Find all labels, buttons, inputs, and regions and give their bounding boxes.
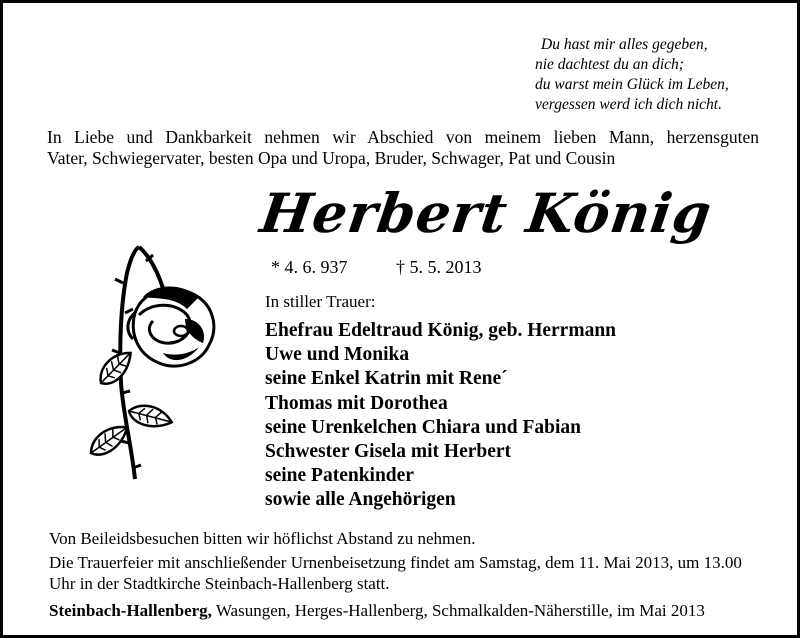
intro-line-1: In Liebe und Dankbarkeit nehmen wir Abschied von meinem lieben Mann, herzensguten: [47, 127, 759, 147]
mourner-entry: sowie alle Angehörigen: [265, 489, 456, 511]
mourning-label: In stiller Trauer:: [265, 292, 376, 311]
place-bold: Steinbach-Hallenberg,: [49, 601, 212, 620]
places-and-date: [49, 600, 705, 621]
poem-line: Du hast mir alles gegeben,: [541, 36, 708, 53]
service-note: Die Trauerfeier mit anschließender Urnenbeisetzung findet am Samstag, dem 11. Mai 2013, um 13.00 Uhr in der Stadtkirche Steinbach-Hallenberg statt.: [49, 553, 742, 593]
poem-line: du warst mein Glück im Leben,: [535, 76, 729, 93]
condolence-note: Von Beileidsbesuchen bitten wir höflichst Abstand zu nehmen.: [49, 529, 476, 548]
mourner-entry: Schwester Gisela mit Herbert: [265, 441, 512, 463]
deceased-name: Herbert König: [256, 181, 716, 245]
life-dates: [271, 257, 482, 278]
poem: [535, 35, 729, 115]
mourner-entry: Uwe und Monika: [265, 344, 410, 366]
place-rest: Wasungen, Herges-Hallenberg, Schmalkalden-Näherstille, im Mai 2013: [211, 601, 705, 620]
rose-icon: [73, 243, 233, 483]
mourner-entry: Thomas mit Dorothea: [265, 392, 448, 414]
birth-date: * 4. 6. 937: [271, 257, 348, 277]
poem-line: nie dachtest du an dich;: [535, 56, 684, 73]
intro-line-2: Vater, Schwiegervater, besten Opa und Uropa, Bruder, Schwager, Pat und Cousin: [47, 148, 616, 168]
mourner-entry: seine Enkel Katrin mit Rene´: [265, 368, 508, 390]
intro-text: [47, 127, 759, 169]
mourner-entry: seine Urenkelchen Chiara und Fabian: [265, 416, 582, 438]
mourner-entry: Ehefrau Edeltraud König, geb. Herrmann: [265, 320, 617, 341]
mourner-entry: seine Patenkinder: [265, 465, 414, 487]
mourners-list: [265, 319, 616, 513]
poem-line: vergessen werd ich dich nicht.: [535, 96, 722, 113]
death-date: † 5. 5. 2013: [396, 257, 482, 277]
